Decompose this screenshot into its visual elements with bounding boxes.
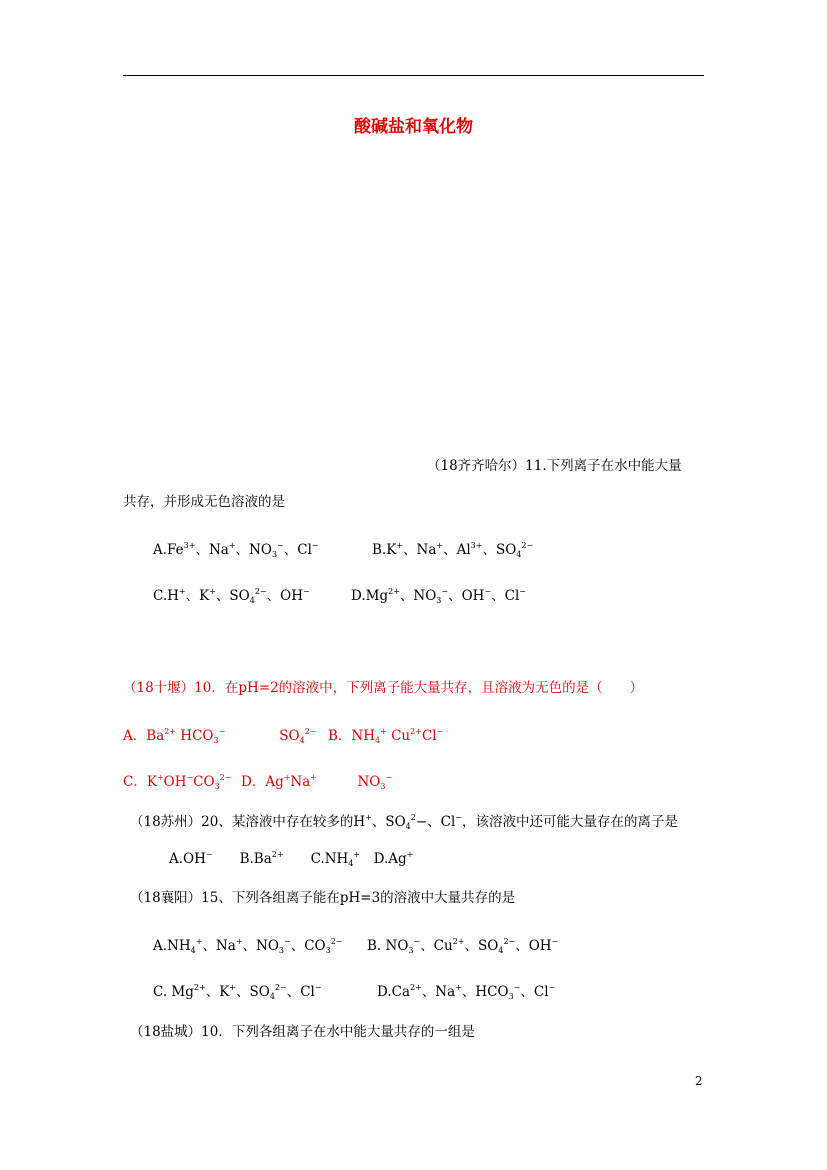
q4-option-b: B. $NO_3^-$、$Cu^{2+}$、$SO_4^{2-}$、OH− [367, 937, 559, 955]
page-title: 酸碱盐和氧化物 [354, 117, 473, 137]
q3-options: A.OH− $B.Ba^{2+}$ $C.NH_4^+$ D.Ag+ [169, 850, 414, 868]
page-number: 2 [695, 1074, 703, 1088]
q2-option-d: D．Ag+Na+ $NO_3^-$ [241, 773, 393, 791]
q2-option-c: C．$K^+OH^-CO_3^{2-}$ [123, 773, 232, 791]
q4-stem: （18襄阳）15、下列各组离子能在pH=3的溶液中大量共存的是 [130, 890, 516, 906]
q2-stem: （18十堰）10．在pH=2的溶液中，下列离子能大量共存，且溶液为无色的是（ ） [123, 680, 644, 696]
q3-stem: （18苏州）20、某溶液中存在较多的H+、$SO_4^2-$、Cl−，该溶液中还可能大量存在的离子是 [130, 813, 679, 831]
q5-stem: （18盐城）10．下列各组离子在水中能大量共存的一组是 [130, 1024, 475, 1040]
q1-option-b: B.K+、Na+、$Al^{3+}$、$SO_4^{2-}$ [372, 541, 534, 559]
header-rule [123, 75, 704, 76]
q1-option-a: $A.Fe^{3+}$、Na+、$NO_3^-$、Cl− [153, 541, 319, 559]
q4-option-a: $A.NH_4^+$、Na+、$NO_3^-$、$CO_3^{2-}$ [153, 937, 343, 955]
q2-option-b: B．$NH_4^+$ $Cu^{2+}Cl^-$ [328, 727, 444, 745]
q1-stem-line2: 共存，并形成无色溶液的是 [123, 494, 285, 510]
q1-option-c: C.H+、K+、$SO_4^{2-}$、OH− [153, 587, 310, 605]
q1-stem-line1: （18齐齐哈尔）11.下列离子在水中能大量 [427, 458, 682, 474]
q1-option-d: $D.Mg^{2+}$、$NO_3^-$、OH−、Cl− [351, 587, 526, 605]
q2-option-a: A．$Ba^{2+}$ $HCO_3^-$ $SO_4^{2-}$ [123, 727, 317, 745]
q4-option-d: $D.Ca^{2+}$、Na+、$HCO_3^-$、Cl− [377, 983, 556, 1001]
q4-option-c: C. $Mg^{2+}$、K+、$SO_4^{2-}$、Cl− [153, 983, 322, 1001]
